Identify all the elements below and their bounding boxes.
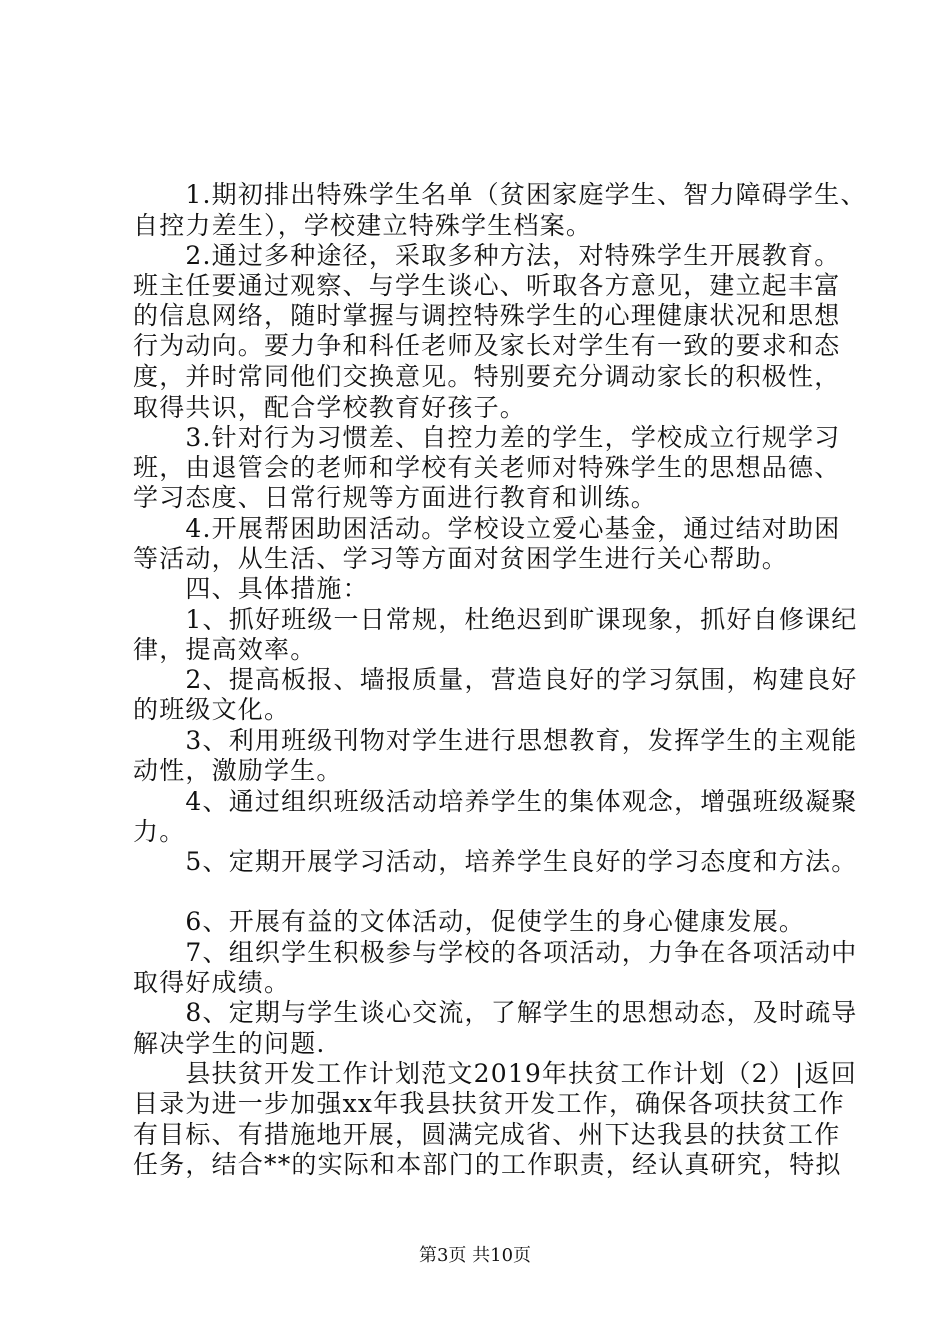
body-line: 班，由退管会的老师和学校有关老师对特殊学生的思想品德、 bbox=[133, 453, 841, 482]
body-line: 班主任要通过观察、与学生谈心、听取各方意见，建立起丰富 bbox=[133, 271, 841, 300]
body-line: 的信息网络，随时掌握与调控特殊学生的心理健康状况和思想 bbox=[133, 301, 841, 330]
body-line: 任务，结合**的实际和本部门的工作职责，经认真研究，特拟 bbox=[133, 1150, 842, 1179]
body-line: 县扶贫开发工作计划范文2019年扶贫工作计划（2）|返回 bbox=[133, 1059, 857, 1088]
body-line: 的班级文化。 bbox=[133, 695, 291, 724]
body-line: 行为动向。要力争和科任老师及家长对学生有一致的要求和态 bbox=[133, 331, 841, 360]
body-line: 8、定期与学生谈心交流，了解学生的思想动态，及时疏导 bbox=[133, 998, 858, 1027]
body-line: 力。 bbox=[133, 817, 186, 846]
body-line: 等活动，从生活、学习等方面对贫困学生进行关心帮助。 bbox=[133, 544, 789, 573]
body-line: 2.通过多种途径，采取多种方法，对特殊学生开展教育。 bbox=[133, 241, 841, 270]
body-line: 5、定期开展学习活动，培养学生良好的学习态度和方法。 bbox=[133, 847, 858, 876]
section-heading: 四、具体措施： bbox=[133, 574, 369, 603]
body-line: 律，提高效率。 bbox=[133, 635, 317, 664]
body-line: 取得共识，配合学校教育好孩子。 bbox=[133, 393, 527, 422]
body-line: 4.开展帮困助困活动。学校设立爱心基金，通过结对助困 bbox=[133, 514, 841, 543]
body-line: 解决学生的问题. bbox=[133, 1029, 326, 1058]
body-line: 1、抓好班级一日常规，杜绝迟到旷课现象，抓好自修课纪 bbox=[133, 605, 858, 634]
body-line: 自控力差生），学校建立特殊学生档案。 bbox=[133, 211, 593, 240]
body-line: 2、提高板报、墙报质量，营造良好的学习氛围，构建良好 bbox=[133, 665, 858, 694]
body-line: 3、利用班级刊物对学生进行思想教育，发挥学生的主观能 bbox=[133, 726, 858, 755]
body-line: 6、开展有益的文体活动，促使学生的身心健康发展。 bbox=[133, 907, 806, 936]
body-line: 3.针对行为习惯差、自控力差的学生，学校成立行规学习 bbox=[133, 423, 841, 452]
body-line: 度，并时常同他们交换意见。特别要充分调动家长的积极性， bbox=[133, 362, 841, 391]
body-line: 4、通过组织班级活动培养学生的集体观念，增强班级凝聚 bbox=[133, 787, 858, 816]
page-number-footer: 第3页 共10页 bbox=[418, 1245, 532, 1266]
body-line: 1.期初排出特殊学生名单（贫困家庭学生、智力障碍学生、 bbox=[133, 180, 867, 209]
body-line: 目录为进一步加强xx年我县扶贫开发工作，确保各项扶贫工作 bbox=[133, 1089, 845, 1118]
body-line: 7、组织学生积极参与学校的各项活动，力争在各项活动中 bbox=[133, 938, 858, 967]
body-line: 动性，激励学生。 bbox=[133, 756, 343, 785]
body-line: 有目标、有措施地开展，圆满完成省、州下达我县的扶贫工作 bbox=[133, 1120, 841, 1149]
body-line: 取得好成绩。 bbox=[133, 968, 291, 997]
body-line: 学习态度、日常行规等方面进行教育和训练。 bbox=[133, 483, 658, 512]
